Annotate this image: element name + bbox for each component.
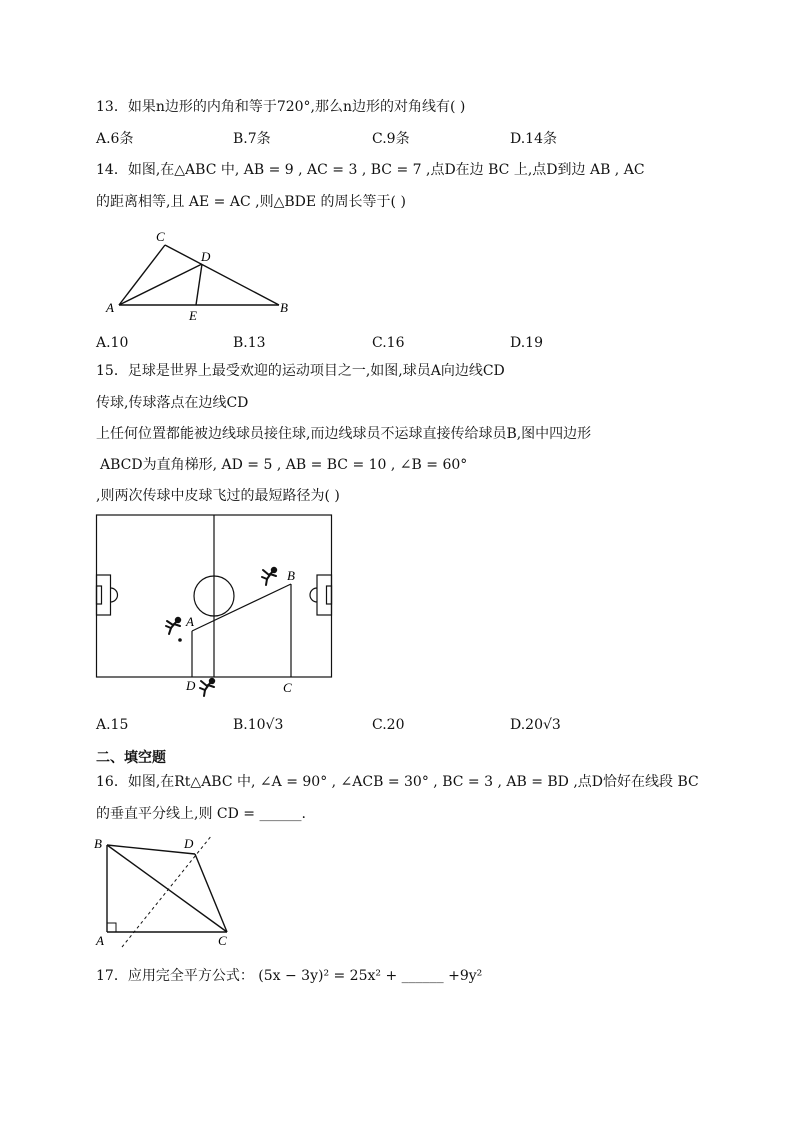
- q15-stem-line4: ABCD为直角梯形, AD = 5 , AB = BC = 10 , ∠B = 60°: [100, 457, 468, 473]
- player-sideline-icon: [200, 679, 214, 696]
- q13-option-d: D.14条: [510, 131, 557, 147]
- q15-label-b: B: [287, 568, 295, 583]
- q14-option-a: A.10: [96, 335, 129, 351]
- q16-label-a: A: [96, 933, 104, 948]
- q15-stem-line5: ,则两次传球中皮球飞过的最短路径为( ): [96, 488, 340, 504]
- q14-label-c: C: [156, 229, 165, 244]
- q17-stem: 17．应用完全平方公式： (5x − 3y)² = 25x² + ______ +9y²: [96, 968, 483, 984]
- player-a-icon: [166, 618, 180, 634]
- player-b-icon: [262, 568, 276, 585]
- q13-option-a: A.6条: [96, 131, 134, 147]
- q15-stem-line3: 上任何位置都能被边线球员接住球,而边线球员不运球直接传给球员B,图中四边形: [96, 426, 592, 442]
- q14-stem-line2: 的距离相等,且 AE = AC ,则△BDE 的周长等于( ): [96, 194, 406, 210]
- q15-option-a: A.15: [96, 717, 129, 733]
- q14-label-b: B: [280, 300, 288, 315]
- q14-label-e: E: [189, 308, 197, 323]
- section-title: 二、填空题: [96, 750, 166, 766]
- ball-icon: [178, 638, 182, 642]
- q14-label-d: D: [201, 249, 211, 264]
- q13-option-c: C.9条: [372, 131, 410, 147]
- q14-triangle-figure: [100, 226, 300, 326]
- q14-option-b: B.13: [233, 335, 266, 351]
- q16-label-b: B: [94, 836, 102, 851]
- q16-stem-line1: 16．如图,在Rt△ABC 中, ∠A = 90° , ∠ACB = 30° , BC = 3 , AB = BD ,点D恰好在线段 BC: [96, 774, 699, 790]
- q15-label-a: A: [186, 614, 194, 629]
- q15-stem-line2: 传球,传球落点在边线CD: [96, 395, 249, 411]
- q15-soccer-field-figure: [96, 514, 336, 704]
- q16-stem-line2: 的垂直平分线上,则 CD = ______.: [96, 806, 306, 822]
- q15-stem-line1: 15．足球是世界上最受欢迎的运动项目之一,如图,球员A向边线CD: [96, 363, 505, 379]
- q16-label-d: D: [184, 836, 194, 851]
- q15-label-d: D: [186, 678, 196, 693]
- q15-option-c: C.20: [372, 717, 405, 733]
- q14-label-a: A: [106, 300, 114, 315]
- q16-quadrilateral-figure: [94, 832, 244, 952]
- q14-option-c: C.16: [372, 335, 405, 351]
- q13-option-b: B.7条: [233, 131, 271, 147]
- q16-label-c: C: [218, 933, 227, 948]
- q15-option-d: D.20√3: [510, 717, 561, 733]
- q15-label-c: C: [283, 680, 292, 695]
- q13-stem: 13．如果n边形的内角和等于720°,那么n边形的对角线有( ): [96, 99, 466, 115]
- q15-option-b: B.10√3: [233, 717, 284, 733]
- q14-stem-line1: 14．如图,在△ABC 中, AB = 9 , AC = 3 , BC = 7 ,点D在边 BC 上,点D到边 AB , AC: [96, 162, 645, 178]
- q14-option-d: D.19: [510, 335, 543, 351]
